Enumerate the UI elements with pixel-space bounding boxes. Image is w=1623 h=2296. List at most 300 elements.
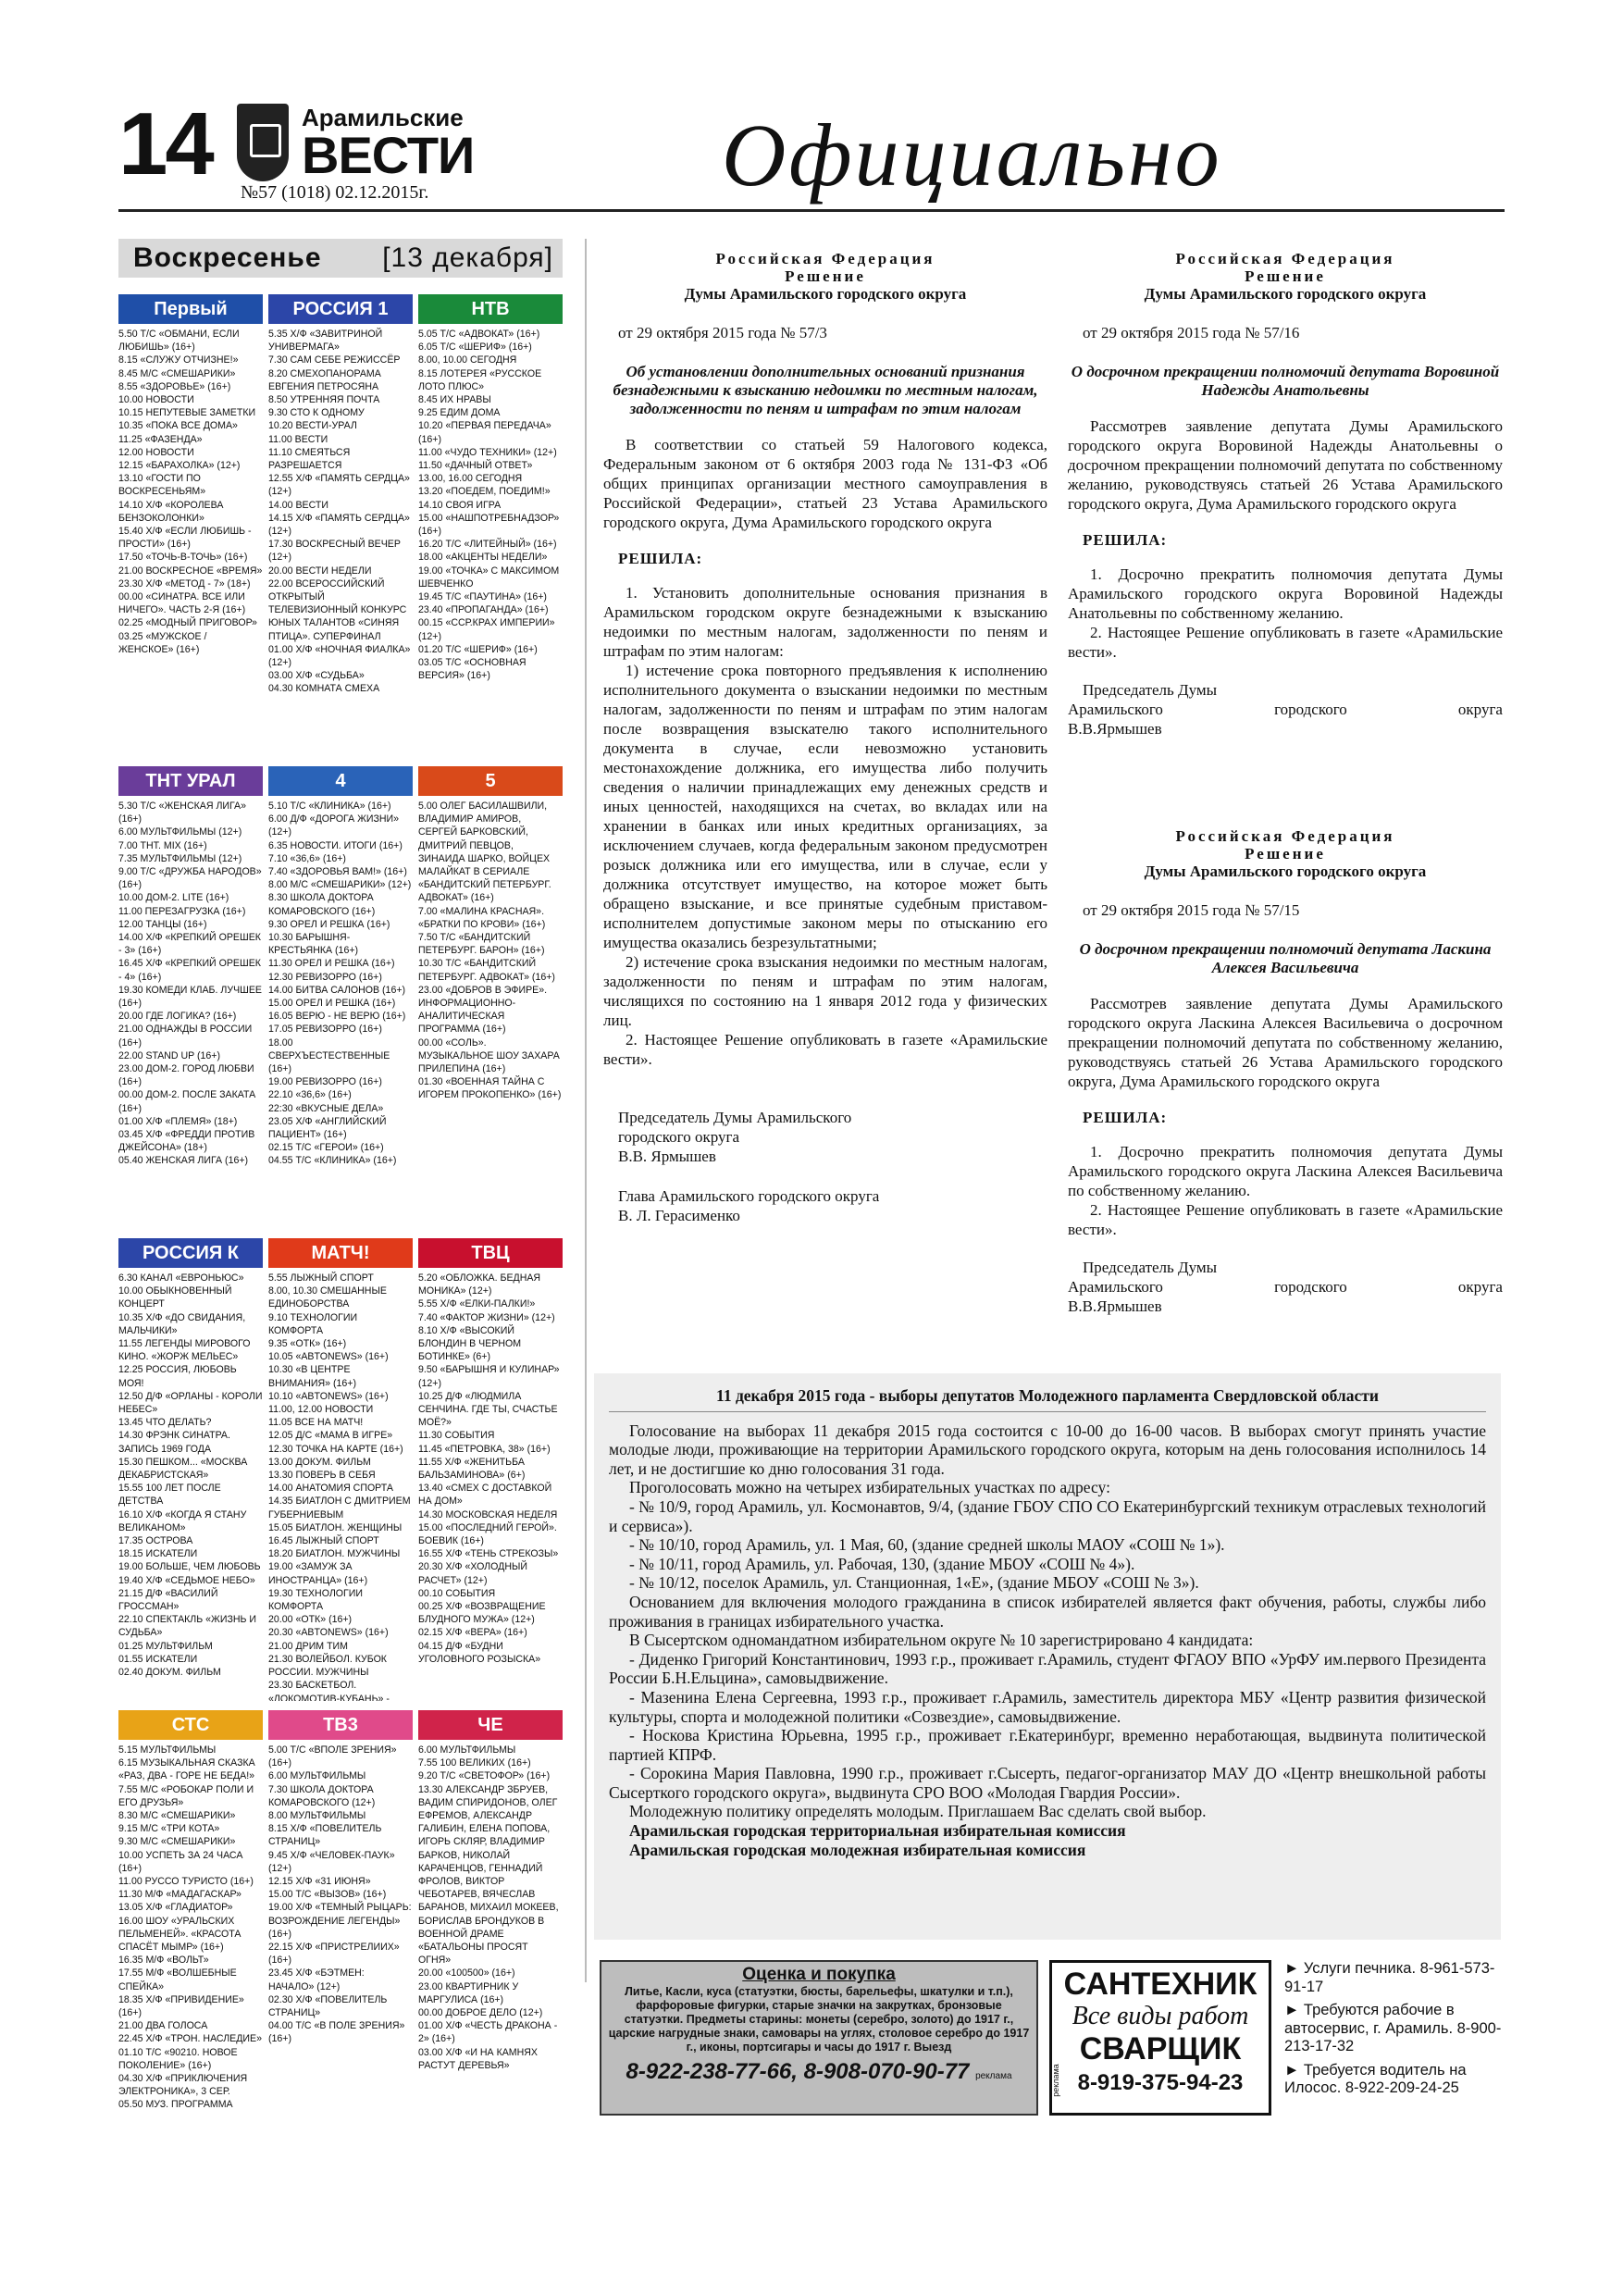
- tv-program: 10.20 «ПЕРВАЯ ПЕРЕДАЧА» (16+): [418, 420, 551, 445]
- art1-p4: 2. Настоящее Решение опубликовать в газете «Арамильские вести».: [603, 1031, 1047, 1068]
- channel-logo: РОССИЯ 1: [268, 294, 413, 324]
- tv-program: 11.00 ВЕСТИ: [268, 433, 328, 445]
- section-title: Официально: [722, 105, 1222, 205]
- tv-program: 5.10 Т/С «КЛИНИКА» (16+): [268, 800, 391, 812]
- tv-program: 05.40 ЖЕНСКАЯ ЛИГА (16+): [118, 1155, 249, 1167]
- election-sign2: Арамильская городская молодежная избирательная комиссия: [629, 1840, 1086, 1859]
- art2-intro: Рассмотрев заявление депутата Думы Арамильского городского округа Воровиной Надежды Анатольевны о досрочном прекращении полномочий депутата по собственному желанию, руководствуясь статьей 26 Устава Арамильского городского округа, Дума Арамильского городского округа: [1068, 417, 1503, 513]
- tv-program: 15.55 100 ЛЕТ ПОСЛЕ ДЕТСТВА: [118, 1483, 221, 1508]
- tv-program: 19.00 РЕВИЗОРРО (16+): [268, 1076, 382, 1088]
- art3-p2: 2. Настоящее Решение опубликовать в газете «Арамильские вести».: [1068, 1201, 1503, 1238]
- tv-program: 13.40 «СМЕХ С ДОСТАВКОЙ НА ДОМ»: [418, 1483, 552, 1508]
- tv-program: 20.00 «100500» (16+): [418, 1967, 515, 1980]
- tv-program: 20.00 ГДЕ ЛОГИКА? (16+): [118, 1011, 237, 1023]
- tv-program: 14.10 Х/Ф «КОРОЛЕВА БЕНЗОКОЛОНКИ»: [118, 499, 224, 524]
- tv-program: 12.25 РОССИЯ, ЛЮБОВЬ МОЯ!: [118, 1364, 237, 1389]
- ad-antiques-title: Оценка и покупка: [742, 1965, 896, 1984]
- tv-program: 17.05 РЕВИЗОРРО (16+): [268, 1024, 382, 1036]
- art1-resolved: РЕШИЛА:: [618, 550, 703, 567]
- election-notice: [594, 1373, 1501, 1940]
- tv-program: 8.00 МУЛЬТФИЛЬМЫ: [268, 1810, 366, 1822]
- channel-programs: [268, 1744, 413, 2046]
- tv-program: 00.10 СОБЫТИЯ: [418, 1587, 496, 1599]
- election-line: - Сорокина Мария Павловна, 1990 г.р., проживает г.Сысерть, педагог-организатор МАУ ДО «Центр внешкольной работы Сысерткого городского округа», выдвинута СРО ВОО «Молодая Гвардия России».: [609, 1764, 1486, 1802]
- tv-program: 10.30 «В ЦЕНТРЕ ВНИМАНИЯ» (16+): [268, 1364, 356, 1389]
- tv-date: [13 декабря]: [382, 242, 553, 273]
- tv-program: 9.20 Т/С «СВЕТОФОР» (16+): [418, 1770, 551, 1782]
- tv-program: 11.30 СОБЫТИЯ: [418, 1430, 495, 1442]
- tv-program: 17.55 М/Ф «ВОЛШЕБНЫЕ СПЕЙКА»: [118, 1967, 237, 1992]
- tv-program: 15.40 Х/Ф «ЕСЛИ ЛЮБИШЬ - ПРОСТИ» (16+): [118, 526, 252, 551]
- tv-program: 8.50 УТРЕННЯЯ ПОЧТА: [268, 394, 380, 406]
- tv-program: 6.00 Д/Ф «ДОРОГА ЖИЗНИ» (12+): [268, 813, 400, 838]
- tv-program: 5.35 Х/Ф «ЗАВИТРИНОЙ УНИВЕРМАГА»: [268, 329, 383, 354]
- art1-kind: Решение: [785, 267, 866, 285]
- tv-program: 12.15 Х/Ф «31 ИЮНЯ»: [268, 1876, 371, 1888]
- column-divider: [585, 239, 587, 1982]
- tv-program: 15.00 «НАШПОТРЕБНАДЗОР» (16+): [418, 512, 560, 538]
- tv-program: 10.00 НОВОСТИ: [118, 394, 194, 406]
- tv-program: 20.30 Х/Ф «ХОЛОДНЫЙ РАСЧЕТ» (12+): [418, 1561, 527, 1586]
- tv-program: 8.00 М/С «СМЕШАРИКИ» (12+): [268, 879, 412, 891]
- tv-program: 9.30 СТО К ОДНОМУ: [268, 407, 365, 419]
- tv-program: 03.25 «МУЖСКОЕ / ЖЕНСКОЕ» (16+): [118, 630, 207, 655]
- tv-program: 19.00 «ЗАМУЖ ЗА ИНОСТРАНЦА» (16+): [268, 1561, 368, 1586]
- tv-channel-7: [268, 1238, 413, 1701]
- channel-programs: [418, 328, 563, 682]
- tv-program: 18.00 СВЕРХЪЕСТЕСТВЕННЫЕ (16+): [268, 1036, 390, 1075]
- election-line: - Носкова Кристина Юрьевна, 1995 г.р., проживает г.Екатеринбург, временно неработающая, выдвинута политической партией КПРФ.: [609, 1726, 1486, 1764]
- tv-program: 21.00 ОДНАЖДЫ В РОССИИ (16+): [118, 1024, 253, 1049]
- election-line: Молодежную политику определять молодым. Приглашаем Вас сделать свой выбор.: [629, 1802, 1207, 1821]
- tv-program: 19.40 Х/Ф «СЕДЬМОЕ НЕБО»: [118, 1574, 255, 1586]
- channel-logo: 5: [418, 766, 563, 796]
- tv-program: 10.25 Д/Ф «ЛЮДМИЛА СЕНЧИНА. ГДЕ ТЫ, СЧАСТЬЕ МОЁ?»: [418, 1390, 558, 1429]
- tv-program: 00.00 «СИНАТРА. ВСЕ ИЛИ НИЧЕГО». ЧАСТЬ 2-Я (16+): [118, 591, 246, 616]
- tv-program: 22.00 STAND UP (16+): [118, 1049, 221, 1061]
- tv-program: 21.30 ВОЛЕЙБОЛ. КУБОК РОССИИ. МУЖЧИНЫ: [268, 1653, 387, 1679]
- tv-program: 15.00 «ПОСЛЕДНИЙ ГЕРОЙ». БОЕВИК (16+): [418, 1521, 557, 1547]
- newspaper-logo: [237, 104, 475, 189]
- tv-program: 9.50 «БАРЫШНЯ И КУЛИНАР» (12+): [418, 1364, 560, 1389]
- tv-program: 17.35 ОСТРОВА: [118, 1535, 193, 1547]
- tv-program: 04.00 Т/С «В ПОЛЕ ЗРЕНИЯ» (16+): [268, 2020, 405, 2045]
- tv-program: 19.30 КОМЕДИ КЛАБ. ЛУЧШЕЕ (16+): [118, 984, 262, 1010]
- tv-program: 9.30 ОРЕЛ И РЕШКА (16+): [268, 918, 390, 930]
- tv-program: 04.15 Д/Ф «БУДНИ УГОЛОВНОГО РОЗЫСКА»: [418, 1640, 541, 1665]
- tv-program: 11.25 «ФАЗЕНДА»: [118, 433, 203, 445]
- tv-program: 14.10 СВОЯ ИГРА: [418, 499, 502, 511]
- tv-channel-1: [268, 294, 413, 757]
- tv-program: 22.10 «36,6» (16+): [268, 1089, 352, 1101]
- tv-program: 02.25 «МОДНЫЙ ПРИГОВОР»: [118, 617, 257, 629]
- tv-program: 12.15 «БАРАХОЛКА» (12+): [118, 460, 241, 472]
- tv-program: 7.35 МУЛЬТФИЛЬМЫ (12+): [118, 852, 242, 864]
- art2-sigC: В.В.Ярмышев: [1068, 720, 1162, 738]
- channel-logo: Первый: [118, 294, 263, 324]
- tv-program: 10.30 БАРЫШНЯ-КРЕСТЬЯНКА (16+): [268, 932, 359, 957]
- tv-program: 8.45 М/С «СМЕШАРИКИ»: [118, 367, 236, 379]
- tv-program: 17.50 «ТОЧЬ-В-ТОЧЬ» (16+): [118, 552, 248, 564]
- ad-antiques-phones: 8-922-238-77-66, 8-908-070-90-77: [626, 2059, 970, 2084]
- channel-programs: [418, 1744, 563, 2072]
- ad-plumber-1: САНТЕХНИК: [1063, 1967, 1258, 2002]
- tv-program: 04.30 Х/Ф «ПРИКЛЮЧЕНИЯ ЭЛЕКТРОНИКА», 3 СЕР.: [118, 2073, 248, 2098]
- tv-program: 15.00 Т/С «ВЫЗОВ» (16+): [268, 1889, 387, 1901]
- ad-plumber-3: СВАРЩИК: [1079, 2031, 1242, 2066]
- tv-program: 5.55 Х/Ф «ЕЛКИ-ПАЛКИ!»: [418, 1298, 536, 1310]
- tv-program: 19.00 Х/Ф «ТЕМНЫЙ РЫЦАРЬ: ВОЗРОЖДЕНИЕ ЛЕГЕНДЫ» (16+): [268, 1902, 412, 1940]
- tv-program: 10.10 «ABTONEWS» (16+): [268, 1390, 389, 1402]
- tv-program: 16.10 Х/Ф «КОГДА Я СТАНУ ВЕЛИКАНОМ»: [118, 1508, 247, 1533]
- issue-info: №57 (1018) 02.12.2015г.: [241, 182, 429, 203]
- art1-sig2b: В. Л. Герасименко: [618, 1207, 740, 1224]
- ad-plumber-phone: 8-919-375-94-23: [1077, 2070, 1244, 2095]
- channel-programs: [418, 1272, 563, 1666]
- tv-program: 11.55 Х/Ф «ЖЕНИТЬБА БАЛЬЗАМИНОВА» (6+): [418, 1456, 526, 1482]
- tv-program: 19.45 Т/С «ПАУТИНА» (16+): [418, 591, 547, 603]
- tv-program: 00.00 ДОБРОЕ ДЕЛО (12+): [418, 2007, 543, 2019]
- tv-program: 7.00 «МАЛИНА КРАСНАЯ». «БРАТКИ ПО КРОВИ» (16+): [418, 905, 546, 930]
- tv-program: 11.00 «ЧУДО ТЕХНИКИ» (12+): [418, 446, 557, 458]
- tv-program: 22.45 Х/Ф «ТРОН. НАСЛЕДИЕ»: [118, 2033, 262, 2045]
- tv-program: 01.00 Х/Ф «ЧЕСТЬ ДРАКОНА - 2» (16+): [418, 2020, 558, 2045]
- tv-program: 13.20 «ПОЕДЕМ, ПОЕДИМ!»: [418, 486, 551, 498]
- tv-program: 8.00, 10.30 СМЕШАННЫЕ ЕДИНОБОРСТВА: [268, 1285, 387, 1310]
- tv-program: 8.20 СМЕХОПАНОРАМА ЕВГЕНИЯ ПЕТРОСЯНА: [268, 367, 381, 392]
- tv-program: 10.00 ОБЫКНОВЕННЫЙ КОНЦЕРТ: [118, 1285, 232, 1310]
- tv-program: 13.05 Х/Ф «ГЛАДИАТОР»: [118, 1902, 233, 1914]
- channel-logo: 4: [268, 766, 413, 796]
- tv-program: 01.20 Т/С «ШЕРИФ» (16+): [418, 643, 538, 655]
- tv-program: 11.30 ОРЕЛ И РЕШКА (16+): [268, 958, 395, 970]
- election-line: - Мазенина Елена Сергеевна, 1993 г.р., проживает г.Арамиль, заместитель директора МБУ «Центр развития физической культуры, спорта и молодежной политики «Созвездие», самовыдвижение.: [609, 1687, 1486, 1726]
- tv-program: 21.00 ВОСКРЕСНОЕ «ВРЕМЯ»: [118, 565, 263, 577]
- art1-authority: Думы Арамильского городского округа: [684, 285, 967, 303]
- channel-logo: НТВ: [418, 294, 563, 324]
- art3-sigC: В.В.Ярмышев: [1068, 1297, 1162, 1315]
- channel-programs: [268, 800, 413, 1168]
- election-line: В Сысертском одномандатном избирательном округе № 10 зарегистрировано 4 кандидата:: [629, 1631, 1254, 1650]
- tv-program: 18.15 ИСКАТЕЛИ: [118, 1548, 198, 1560]
- tv-program: 6.00 МУЛЬТФИЛЬМЫ: [268, 1770, 366, 1782]
- tv-grid: [118, 294, 563, 2111]
- art1-sig1a: Председатель Думы Арамильского: [618, 1109, 852, 1126]
- election-line: - № 10/10, город Арамиль, ул. 1 Мая, 60, (здание средней школы МАОУ «СОШ № 1»).: [629, 1535, 1225, 1555]
- tv-program: 20.00 ВЕСТИ НЕДЕЛИ: [268, 565, 372, 577]
- article-decision-57-16: [1068, 250, 1503, 738]
- art1-intro: В соответствии со статьей 59 Налогового кодекса, Федеральным законом от 6 октября 2003 года № 131-ФЗ «Об общих принципах организации местного самоуправления в Российской Федерации», статьей 23 Устава Арамильского городского округа, Дума Арамильского городского округа: [603, 436, 1047, 531]
- tv-program: 9.00 Т/С «ДРУЖБА НАРОДОВ» (16+): [118, 866, 262, 891]
- tv-channel-8: [418, 1238, 563, 1701]
- tv-program: 5.55 ЛЫЖНЫЙ СПОРТ: [268, 1272, 374, 1284]
- tv-program: 05.50 МУЗ. ПРОГРАММА: [118, 2099, 233, 2111]
- art2-country: Российская Федерация: [1175, 250, 1395, 267]
- election-line: Голосование на выборах 11 декабря 2015 года состоится с 10-00 до 16-00 часов. В выборах смогут принять участие молодые люди, проживающие на территории Арамильского городского округа, которым на день голосования исполнилось 14 лет, и не достигшие ко дню голосования 31 года.: [609, 1421, 1486, 1478]
- tv-program: 02.15 Т/С «ГЕРОИ» (16+): [268, 1142, 384, 1154]
- article-decision-57-3: [603, 250, 1047, 1225]
- tv-program: 12.00 НОВОСТИ: [118, 446, 194, 458]
- tv-program: 01.10 Т/С «90210. НОВОЕ ПОКОЛЕНИЕ» (16+): [118, 2046, 238, 2071]
- art3-kind: Решение: [1245, 845, 1326, 863]
- tv-program: 5.30 Т/С «ЖЕНСКАЯ ЛИГА» (16+): [118, 800, 246, 825]
- tv-program: 14.00 АНАТОМИЯ СПОРТА: [268, 1483, 393, 1495]
- art2-p1: 1. Досрочно прекратить полномочия депутата Думы Арамильского городского округа Воровиной Надежды Анатольевны по собственному желанию.: [1068, 565, 1503, 622]
- classified-3: ► Требуется водитель на Илосос. 8-922-209-24-25: [1284, 2061, 1467, 2096]
- art1-p2: 1) истечение срока повторного предъявления к исполнению исполнительного документа о взыскании недоимки по местным налогам, задолженности по пеням и штрафам по этим налогам после возвращения взыскателю такого исполнительного документа в случае, если невозможно установить местонахождение должника, его имущества либо получить сведения о наличии принадлежащих ему денежных средств и иных ценностей, находящихся на счетах, во вкладах или на хранении в банках или иных кредитных организациях, за исключением случаев, когда федеральным законом предусмотрен розыск должника или его имущества, или в случае, если у должника отсутствует имущество, на которое может быть обращено взыскание, и все принятые судебным приставом-исполнителем допустимые законом меры по отысканию его имущества оказались безрезультатными;: [603, 662, 1047, 951]
- art1-sig2a: Глава Арамильского городского округа: [618, 1187, 880, 1205]
- tv-program: 7.50 Т/С «БАНДИТСКИЙ ПЕТЕРБУРГ. БАРОН» (16+): [418, 932, 545, 957]
- classified-2: ► Требуются рабочие в автосервис, г. Арамиль. 8-900-213-17-32: [1284, 2002, 1502, 2054]
- tv-program: 23.05 Х/Ф «АНГЛИЙСКИЙ ПАЦИЕНТ» (16+): [268, 1115, 387, 1141]
- tv-program: 11.45 «ПЕТРОВКА, 38» (16+): [418, 1443, 551, 1455]
- tv-program: 10.30 Т/С «БАНДИТСКИЙ ПЕТЕРБУРГ. АДВОКАТ» (16+): [418, 958, 555, 983]
- channel-programs: [118, 328, 263, 656]
- tv-program: 14.00 ВЕСТИ: [268, 499, 328, 511]
- tv-program: 14.15 Х/Ф «ПАМЯТЬ СЕРДЦА» (12+): [268, 512, 410, 538]
- tv-program: 04.30 КОМНАТА СМЕХА: [268, 683, 380, 695]
- tv-program: 5.05 Т/С «АДВОКАТ» (16+): [418, 329, 540, 340]
- election-title: 11 декабря 2015 года - выборы депутатов Молодежного парламента Свердловской области: [609, 1386, 1486, 1412]
- tv-program: 23.40 «ПРОПАГАНДА» (16+): [418, 604, 549, 616]
- art1-sig1c: В.В. Ярмышев: [618, 1148, 716, 1165]
- tv-program: 11.00 РУССО ТУРИСТО (16+): [118, 1876, 254, 1888]
- art3-authority: Думы Арамильского городского округа: [1144, 863, 1427, 880]
- tv-program: 22.15 Х/Ф «ПРИСТРЕЛИИХ» (16+): [268, 1942, 400, 1967]
- tv-program: 03.05 Т/С «ОСНОВНАЯ ВЕРСИЯ» (16+): [418, 657, 527, 682]
- art3-intro: Рассмотрев заявление депутата Думы Арамильского городского округа Ласкина Алексея Васильевича о досрочном прекращении полномочий депутата по собственному желанию, руководствуясь статьей 26 Устава Арамильского городского округа, Дума Арамильского городского округа: [1068, 995, 1503, 1090]
- tv-program: 03.00 Х/Ф «СУДЬБА»: [268, 670, 365, 682]
- channel-programs: [268, 328, 413, 696]
- tv-program: 6.00 МУЛЬТФИЛЬМЫ (12+): [118, 826, 242, 838]
- tv-program: 23.00 КВАРТИРНИК У МАРГУЛИСА (16+): [418, 1980, 519, 2005]
- tv-program: 15.05 БИАТЛОН. ЖЕНЩИНЫ: [268, 1521, 403, 1533]
- tv-program: 13.00 ДОКУМ. ФИЛЬМ: [268, 1456, 371, 1468]
- tv-channel-6: [118, 1238, 263, 1701]
- tv-program: 7.40 «ЗДОРОВЬЯ ВАМ!» (16+): [268, 866, 407, 878]
- art2-sigA: Председатель Думы: [1083, 681, 1218, 699]
- tv-program: 21.15 Д/Ф «ВАСИЛИЙ ГРОССМАН»: [118, 1587, 218, 1613]
- art1-country: Российская Федерация: [715, 250, 935, 267]
- tv-program: 22.00 ВСЕРОССИЙСКИЙ ОТКРЫТЫЙ ТЕЛЕВИЗИОННЫЙ КОНКУРС ЮНЫХ ТАЛАНТОВ «СИНЯЯ ПТИЦА». СУПЕРФИНАЛ: [268, 577, 407, 642]
- tv-program: 8.15 «СЛУЖУ ОТЧИЗНЕ!»: [118, 354, 239, 366]
- art1-p3: 2) истечение срока взыскания недоимки по местным налогам, задолженности по пеням и штрафам по этим налогам, числящихся по состоянию на 1 января 2012 года у физических лиц.: [603, 953, 1047, 1029]
- channel-logo: ЧЕ: [418, 1710, 563, 1740]
- tv-program: 12.55 Х/Ф «ПАМЯТЬ СЕРДЦА» (12+): [268, 473, 410, 498]
- header-rule: [118, 209, 1505, 212]
- tv-program: 12.50 Д/Ф «ОРЛАНЫ - КОРОЛИ НЕБЕС»: [118, 1390, 263, 1416]
- tv-program: 01.55 ИСКАТЕЛИ: [118, 1653, 198, 1665]
- tv-program: 5.15 МУЛЬТФИЛЬМЫ: [118, 1744, 217, 1756]
- tv-program: 11.50 «ДАЧНЫЙ ОТВЕТ»: [418, 460, 533, 472]
- tv-program: 13.30 ПОВЕРЬ В СЕБЯ: [268, 1470, 376, 1482]
- tv-program: 01.00 Х/Ф «ПЛЕМЯ» (18+): [118, 1115, 238, 1127]
- channel-logo: ТНТ УРАЛ: [118, 766, 263, 796]
- art2-p2: 2. Настоящее Решение опубликовать в газете «Арамильские вести».: [1068, 624, 1503, 661]
- tv-program: 8.55 «ЗДОРОВЬЕ» (16+): [118, 380, 231, 392]
- tv-program: 19.00 БОЛЬШЕ, ЧЕМ ЛЮБОВЬ: [118, 1561, 261, 1573]
- election-line: - № 10/12, поселок Арамиль, ул. Станционная, 1«Е», (здание МБОУ «СОШ № 3»).: [629, 1573, 1199, 1593]
- tv-program: 00.25 Х/Ф «ВОЗВРАЩЕНИЕ БЛУДНОГО МУЖА» (12+): [418, 1601, 546, 1626]
- tv-program: 22.10 СПЕКТАКЛЬ «ЖИЗНЬ И СУДЬБА»: [118, 1614, 257, 1639]
- tv-program: 6.00 МУЛЬТФИЛЬМЫ: [418, 1744, 516, 1756]
- brand-line2: ВЕСТИ: [302, 126, 475, 184]
- tv-program: 00.15 «ССР.КРАХ ИМПЕРИИ» (12+): [418, 617, 555, 642]
- tv-program: 7.55 М/С «РОБОКАР ПОЛИ И ЕГО ДРУЗЬЯ»: [118, 1783, 254, 1808]
- election-line: Основанием для включения молодого гражданина в список избирателей является факт обучения, работы, службы либо проживания в границах избирательного участка.: [609, 1592, 1486, 1631]
- crest-icon: [237, 104, 289, 181]
- classifieds: [1284, 1960, 1503, 2104]
- brand-line1: Арамильские: [302, 104, 464, 131]
- art3-sigA: Председатель Думы: [1083, 1259, 1218, 1276]
- tv-program: 6.05 Т/С «ШЕРИФ» (16+): [418, 341, 532, 354]
- tv-program: 14.30 МОСКОВСКАЯ НЕДЕЛЯ: [418, 1508, 558, 1520]
- ad-antiques: [600, 1960, 1038, 2116]
- tv-program: 01.00 Х/Ф «НОЧНАЯ ФИАЛКА» (12+): [268, 643, 411, 669]
- channel-programs: [118, 1272, 263, 1679]
- tv-program: 19.30 ТЕХНОЛОГИИ КОМФОРТА: [268, 1587, 363, 1613]
- tv-program: 21.00 ДРИМ ТИМ: [268, 1640, 348, 1652]
- tv-program: 9.10 ТЕХНОЛОГИИ КОМФОРТА: [268, 1311, 358, 1336]
- art2-resolved: РЕШИЛА:: [1083, 531, 1168, 549]
- tv-program: 21.00 ДВА ГОЛОСА: [118, 2020, 208, 2032]
- art1-title: Об установлении дополнительных оснований признания безнадежными к взысканию недоимки по местным налогам, задолженности по пеням и штрафам по этим налогам: [613, 363, 1038, 417]
- tv-channel-11: [418, 1710, 563, 2164]
- tv-program: 9.30 М/С «СМЕШАРИКИ»: [118, 1836, 236, 1848]
- channel-programs: [418, 800, 563, 1102]
- tv-program: 15.30 ПЕШКОМ... «МОСКВА ДЕКАБРИСТСКАЯ»: [118, 1456, 248, 1482]
- tv-program: 8.30 М/С «СМЕШАРИКИ»: [118, 1810, 236, 1822]
- tv-program: 8.15 Х/Ф «ПОВЕЛИТЕЛЬ СТРАНИЦ»: [268, 1823, 382, 1848]
- tv-program: 13.30 АЛЕКСАНДР ЗБРУЕВ, ВАДИМ СПИРИДОНОВ, ОЛЕГ ЕФРЕМОВ, АЛЕКСАНДР ГАЛИБИН, ЕЛЕНА ПОПОВА, ИГОРЬ СКЛЯР, ВЛАДИМИР БАРКОВ, НИКОЛАЙ КАРАЧЕНЦОВ, ГЕННАДИЙ ФРОЛОВ, ВИКТОР ЧЕБОТАРЕВ, ВЯЧЕСЛАВ БАРАНОВ, МИХАИЛ МОКЕЕВ, БОРИСЛАВ БРОНДУКОВ В ВОЕННОЙ ДРАМЕ «БАТАЛЬОНЫ ПРОСЯТ ОГНЯ»: [418, 1783, 559, 1967]
- tv-program: 23.30 Х/Ф «МЕТОД - 7» (18+): [118, 577, 251, 590]
- tv-program: 8.15 ЛОТЕРЕЯ «РУССКОЕ ЛОТО ПЛЮС»: [418, 367, 542, 392]
- tv-program: 11.10 СМЕЯТЬСЯ РАЗРЕШАЕТСЯ: [268, 446, 351, 472]
- tv-program: 04.55 Т/С «КЛИНИКА» (16+): [268, 1155, 397, 1167]
- tv-program: 10.20 ВЕСТИ-УРАЛ: [268, 420, 357, 432]
- art3-resolved: РЕШИЛА:: [1083, 1109, 1168, 1126]
- tv-program: 7.40 «ФАКТОР ЖИЗНИ» (12+): [418, 1311, 555, 1323]
- art2-authority: Думы Арамильского городского округа: [1144, 285, 1427, 303]
- tv-program: 7.30 САМ СЕБЕ РЕЖИССЁР: [268, 354, 401, 366]
- channel-programs: [268, 1272, 413, 1701]
- tv-program: 10.35 Х/Ф «ДО СВИДАНИЯ, МАЛЬЧИКИ»: [118, 1311, 246, 1336]
- tv-program: 22:30 «ВКУСНЫЕ ДЕЛА»: [268, 1102, 384, 1114]
- tv-program: 9.15 М/С «ТРИ КОТА»: [118, 1823, 220, 1835]
- tv-program: 12.30 РЕВИЗОРРО (16+): [268, 971, 382, 983]
- channel-logo: СТС: [118, 1710, 263, 1740]
- tv-day-header: [118, 239, 563, 278]
- ad-plumber: [1049, 1960, 1271, 2116]
- tv-program: 14.35 БИАТЛОН С ДМИТРИЕМ ГУБЕРНИЕВЫМ: [268, 1496, 411, 1520]
- tv-program: 00.00 ДОМ-2. ПОСЛЕ ЗАКАТА (16+): [118, 1089, 256, 1114]
- tv-program: 10.00 ДОМ-2. LITE (16+): [118, 892, 229, 904]
- tv-program: 10.00 УСПЕТЬ ЗА 24 ЧАСА (16+): [118, 1849, 243, 1874]
- art2-title: О досрочном прекращении полномочий депутата Воровиной Надежды Анатольевны: [1071, 363, 1500, 399]
- election-line: Проголосовать можно на четырех избирательных участках по адресу:: [629, 1478, 1110, 1497]
- tv-program: 8.30 ШКОЛА ДОКТОРА КОМАРОВСКОГО (16+): [268, 892, 376, 917]
- tv-program: 02.30 Х/Ф «ПОВЕЛИТЕЛЬ СТРАНИЦ»: [268, 1993, 388, 2019]
- tv-program: 23.00 «ДОБРОВ В ЭФИРЕ». ИНФОРМАЦИОННО-АНАЛИТИЧЕСКАЯ ПРОГРАММА (16+): [418, 984, 548, 1036]
- tv-program: 13.00, 16.00 СЕГОДНЯ: [418, 473, 523, 485]
- tv-channel-0: [118, 294, 263, 757]
- tv-program: 16.55 Х/Ф «ТЕНЬ СТРЕКОЗЫ»: [418, 1548, 559, 1560]
- ad-plumber-2: Все виды работ: [1072, 2002, 1249, 2030]
- art3-title: О досрочном прекращении полномочий депутата Ласкина Алексея Васильевича: [1079, 940, 1492, 976]
- tv-program: 5.50 Т/С «ОБМАНИ, ЕСЛИ ЛЮБИШЬ» (16+): [118, 329, 240, 354]
- art2-sigB3: округа: [1457, 701, 1503, 718]
- election-sign1: Арамильская городская территориальная избирательная комиссия: [629, 1821, 1126, 1841]
- tv-program: 8.45 ИХ НРАВЫ: [418, 394, 491, 406]
- channel-programs: [118, 1744, 263, 2112]
- art3-sigB2: городского: [1274, 1278, 1347, 1296]
- tv-channel-10: [268, 1710, 413, 2164]
- tv-channel-3: [118, 766, 263, 1229]
- art2-sigB1: Арамильского: [1068, 701, 1163, 718]
- art1-sig1b: городского округа: [618, 1128, 740, 1146]
- channel-logo: РОССИЯ К: [118, 1238, 263, 1268]
- tv-program: 00.00 «СОЛЬ». МУЗЫКАЛЬНОЕ ШОУ ЗАХАРА ПРИЛЕПИНА (16+): [418, 1036, 560, 1075]
- tv-program: 13.10 «ГОСТИ ПО ВОСКРЕСЕНЬЯМ»: [118, 473, 206, 498]
- tv-program: 16.00 ШОУ «УРАЛЬСКИХ ПЕЛЬМЕНЕЙ». «КРАСОТА СПАСЁТ МЫМР» (16+): [118, 1915, 242, 1954]
- tv-program: 8.00, 10.00 СЕГОДНЯ: [418, 354, 517, 366]
- tv-program: 03.00 Х/Ф «И НА КАМНЯХ РАСТУТ ДЕРЕВЬЯ»: [418, 2046, 538, 2071]
- tv-program: 7.10 «36,6» (16+): [268, 852, 346, 864]
- page-number: 14: [118, 94, 212, 193]
- tv-program: 14.00 Х/Ф «КРЕПКИЙ ОРЕШЕК - 3» (16+): [118, 932, 261, 957]
- art3-sigB3: округа: [1457, 1278, 1503, 1296]
- tv-program: 12.30 ТОЧКА НА КАРТЕ (16+): [268, 1443, 403, 1455]
- tv-program: 14.30 ФРЭНК СИНАТРА. ЗАПИСЬ 1969 ГОДА: [118, 1430, 230, 1455]
- tv-program: 5.00 ОЛЕГ БАСИЛАШВИЛИ, ВЛАДИМИР АМИРОВ, СЕРГЕЙ БАРКОВСКИЙ, ДМИТРИЙ ПЕВЦОВ, ЗИНАИДА ШАРКО, ВОЙЦЕХ МАЛАЙКАТ В СЕРИАЛЕ «БАНДИТСКИЙ ПЕТЕРБУРГ. АДВОКАТ» (16+): [418, 800, 551, 904]
- tv-program: 5.20 «ОБЛОЖКА. БЕДНАЯ МОНИКА» (12+): [418, 1272, 541, 1297]
- art3-country: Российская Федерация: [1175, 827, 1395, 845]
- tv-program: 23.45 Х/Ф «БЭТМЕН: НАЧАЛО» (12+): [268, 1967, 365, 1992]
- art1-p1: 1. Установить дополнительные основания признания в Арамильском городском округе безнадежными к взысканию недоимки по местным налогам, задолженности по пеням и штрафам по этим налогам:: [603, 584, 1047, 660]
- classified-1: ► Услуги печника. 8-961-573-91-17: [1284, 1960, 1495, 1995]
- channel-logo: МАТЧ!: [268, 1238, 413, 1268]
- election-line: - № 10/9, город Арамиль, ул. Космонавтов, 9/4, (здание ГБОУ СПО СО Екатеринбургский техникум отраслевых технологий и сервиса»).: [609, 1496, 1486, 1535]
- article-decision-57-15: [1068, 827, 1503, 1316]
- tv-program: 6.35 НОВОСТИ. ИТОГИ (16+): [268, 839, 403, 851]
- tv-program: 16.45 Х/Ф «КРЕПКИЙ ОРЕШЕК - 4» (16+): [118, 958, 261, 983]
- tv-program: 11.30 М/Ф «МАДАГАСКАР»: [118, 1889, 242, 1901]
- tv-program: 11.05 ВСЕ НА МАТЧ!: [268, 1417, 364, 1429]
- tv-program: 9.25 ЕДИМ ДОМА: [418, 407, 501, 419]
- tv-program: 9.35 «ОТК» (16+): [268, 1338, 347, 1350]
- tv-channel-5: [418, 766, 563, 1229]
- ad-antiques-text: Литье, Касли, куса (статуэтки, бюсты, барельефы, шкатулки и т.п.), фарфоровые фигурки, старые значки на закрутках, бронзовые статуэтки. Предметы старины: монеты (серебро, золото) до 1917 г., царские нагрудные знаки, самовары на углях, столовое серебро до 1917 г., иконы, портсигары и часы до 1917 г. Выезд: [608, 1985, 1030, 2054]
- election-line: - № 10/11, город Арамиль, ул. Рабочая, 130, (здание МБОУ «СОШ № 4»).: [629, 1554, 1135, 1573]
- tv-program: 18.00 «АКЦЕНТЫ НЕДЕЛИ»: [418, 552, 548, 564]
- tv-day: Воскресенье: [133, 242, 322, 273]
- tv-program: 01.30 «ВОЕННАЯ ТАЙНА С ИГОРЕМ ПРОКОПЕНКО» (16+): [418, 1076, 562, 1101]
- channel-logo: ТВ3: [268, 1710, 413, 1740]
- tv-program: 02.40 ДОКУМ. ФИЛЬМ: [118, 1667, 221, 1679]
- tv-program: 6.15 МУЗЫКАЛЬНАЯ СКАЗКА «РАЗ, ДВА - ГОРЕ НЕ БЕДА!»: [118, 1757, 255, 1782]
- tv-program: 12.05 Д/С «МАМА В ИГРЕ»: [268, 1430, 393, 1442]
- tv-program: 16.20 Т/С «ЛИТЕЙНЫЙ» (16+): [418, 539, 557, 551]
- art3-date: от 29 октября 2015 года № 57/15: [1083, 901, 1300, 919]
- ad-antiques-tag: реклама: [975, 2071, 1012, 2081]
- tv-program: 7.30 ШКОЛА ДОКТОРА КОМАРОВСКОГО (12+): [268, 1783, 376, 1808]
- tv-program: 7.00 ТНТ. MIX (16+): [118, 839, 207, 851]
- tv-program: 11.00 ПЕРЕЗАГРУЗКА (16+): [118, 905, 246, 917]
- tv-program: 17.30 ВОСКРЕСНЫЙ ВЕЧЕР (12+): [268, 539, 401, 564]
- tv-program: 16.45 ЛЫЖНЫЙ СПОРТ: [268, 1535, 379, 1547]
- channel-programs: [118, 800, 263, 1168]
- tv-program: 14.00 БИТВА САЛОНОВ (16+): [268, 984, 406, 996]
